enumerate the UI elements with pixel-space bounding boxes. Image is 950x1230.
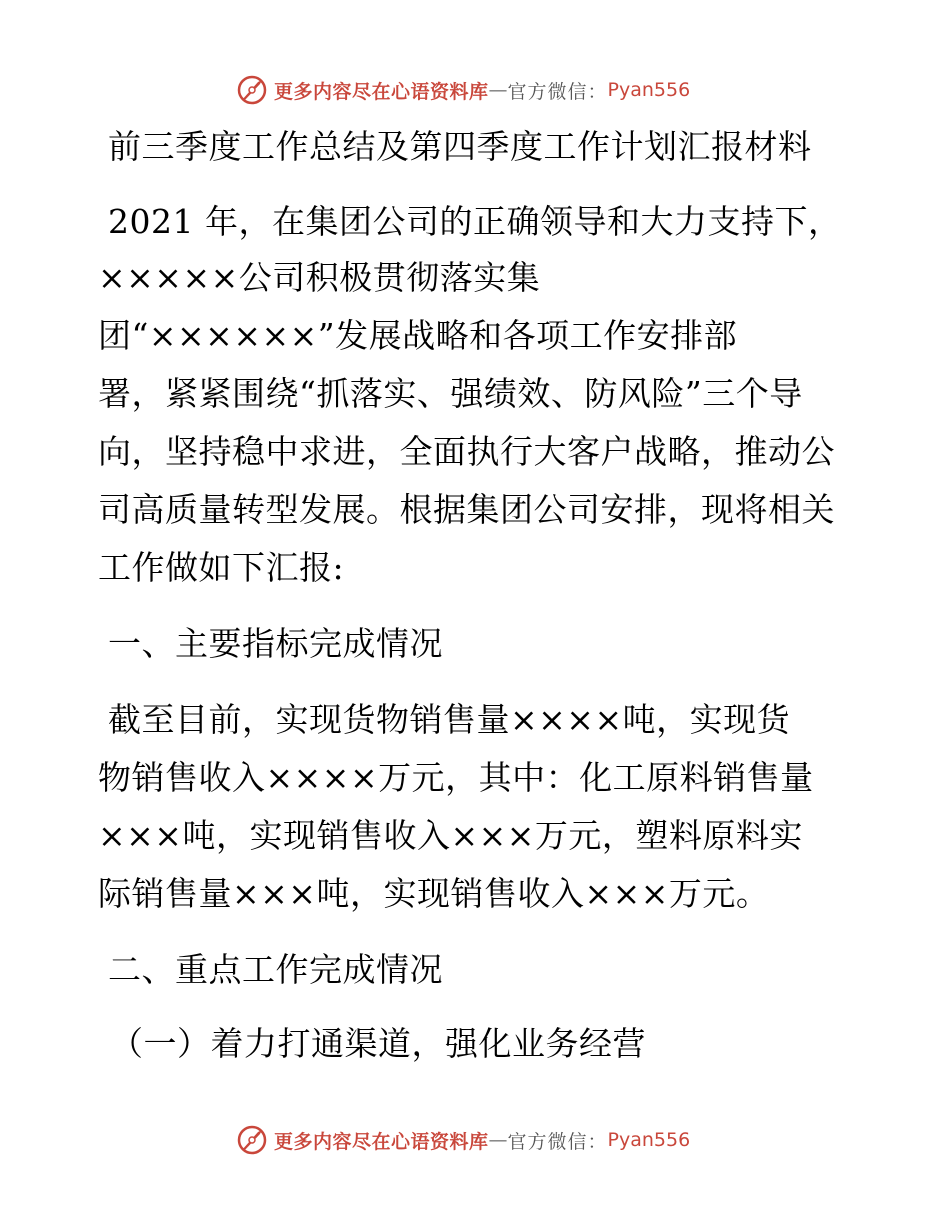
watermark-footer xyxy=(236,1122,690,1158)
watermark-main-text: 更多内容尽在心语资料库 xyxy=(274,80,489,103)
intro-line-3: 团“××××××”发展战略和各项工作安排部 xyxy=(98,316,738,355)
watermark-dash: — xyxy=(488,1129,508,1151)
intro-line-2: ×××××公司积极贯彻落实集 xyxy=(98,258,541,297)
section-heading-1: 一、主要指标完成情况 xyxy=(108,624,443,663)
section1-line-3: ×××吨，实现销售收入×××万元，塑料原料实 xyxy=(98,816,803,855)
subsection-heading-1: （一）着力打通渠道，强化业务经营 xyxy=(110,1024,646,1063)
section1-line-2: 物销售收入××××万元，其中：化工原料销售量 xyxy=(98,758,814,797)
intro-line-6: 司高质量转型发展。根据集团公司安排，现将相关 xyxy=(98,490,835,529)
intro-line-1: 2021 年，在集团公司的正确领导和大力支持下， xyxy=(108,202,842,241)
watermark-wechat-id: Pyan556 xyxy=(607,79,691,101)
document-title: 前三季度工作总结及第四季度工作计划汇报材料 xyxy=(108,127,812,166)
intro-line-7: 工作做如下汇报: xyxy=(98,548,345,587)
intro-line-4: 署，紧紧围绕“抓落实、强绩效、防风险”三个导 xyxy=(98,374,803,413)
watermark-main-text: 更多内容尽在心语资料库 xyxy=(274,1130,489,1153)
section1-line-4: 际销售量×××吨，实现销售收入×××万元。 xyxy=(98,874,770,913)
watermark-official-label: 官方微信： xyxy=(507,1130,608,1153)
section-heading-2: 二、重点工作完成情况 xyxy=(108,950,443,989)
section1-line-1: 截至目前，实现货物销售量××××吨，实现货 xyxy=(108,700,791,739)
watermark-dash: — xyxy=(488,79,508,101)
watermark-official-label: 官方微信： xyxy=(507,80,608,103)
watermark-wechat-id: Pyan556 xyxy=(607,1129,691,1151)
watermark-header xyxy=(236,72,690,108)
quill-logo-icon xyxy=(236,1124,268,1156)
intro-line-5: 向，坚持稳中求进，全面执行大客户战略，推动公 xyxy=(98,432,835,471)
quill-logo-icon xyxy=(236,74,268,106)
